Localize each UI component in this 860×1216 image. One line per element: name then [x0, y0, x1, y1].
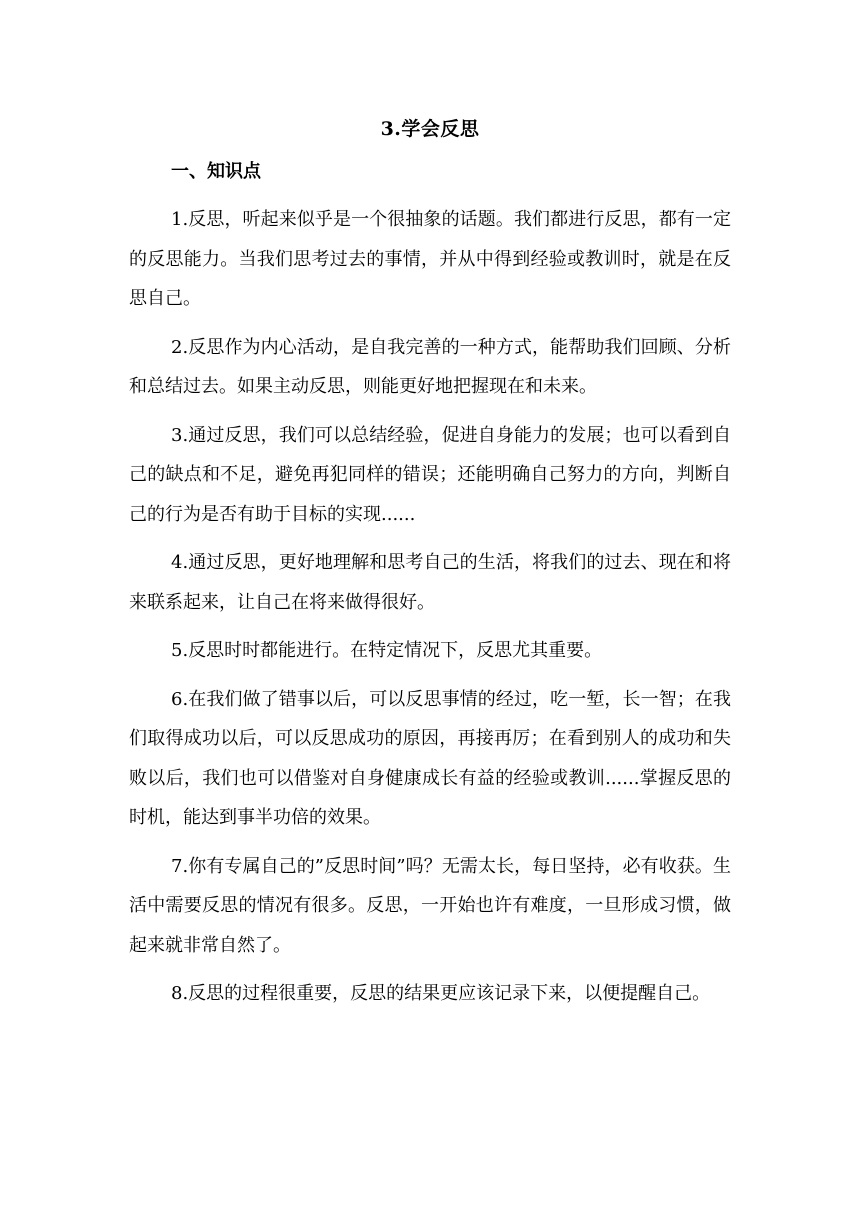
paragraph-1: 1.反思，听起来似乎是一个很抽象的话题。我们都进行反思，都有一定的反思能力。当我们思考过去的事情，并从中得到经验或教训时，就是在反思自己。 [129, 209, 731, 309]
document-body [129, 158, 731, 1023]
section-heading: 一、知识点 [171, 161, 261, 182]
paragraph-3: 3.通过反思，我们可以总结经验，促进自身能力的发展；也可以看到自己的缺点和不足，避免再犯同样的错误；还能明确自己努力的方向，判断自己的行为是否有助于目标的实现...... [129, 424, 731, 525]
paragraph-8: 8.反思的过程很重要，反思的结果更应该记录下来，以便提醒自己。 [171, 983, 711, 1004]
paragraph-4: 4.通过反思，更好地理解和思考自己的生活，将我们的过去、现在和将来联系起来，让自己在将来做得很好。 [129, 552, 731, 613]
paragraph-7: 7.你有专属自己的”反思时间”吗？无需太长，每日坚持，必有收获。生活中需要反思的情况有很多。反思，一开始也许有难度，一旦形成习惯，做起来就非常自然了。 [129, 855, 731, 956]
paragraph-2: 2.反思作为内心活动，是自我完善的一种方式，能帮助我们回顾、分析和总结过去。如果主动反思，则能更好地把握现在和未来。 [129, 336, 731, 397]
document-title: 3.学会反思 [380, 118, 480, 140]
paragraph-6: 6.在我们做了错事以后，可以反思事情的经过，吃一堑，长一智；在我们取得成功以后，可以反思成功的原因，再接再厉；在看到别人的成功和失败以后，我们也可以借鉴对自身健康成长有益的经验或教训......掌握反思的时机，能达到事半功倍的效果。 [129, 688, 731, 828]
paragraph-5: 5.反思时时都能进行。在特定情况下，反思尤其重要。 [171, 640, 603, 661]
